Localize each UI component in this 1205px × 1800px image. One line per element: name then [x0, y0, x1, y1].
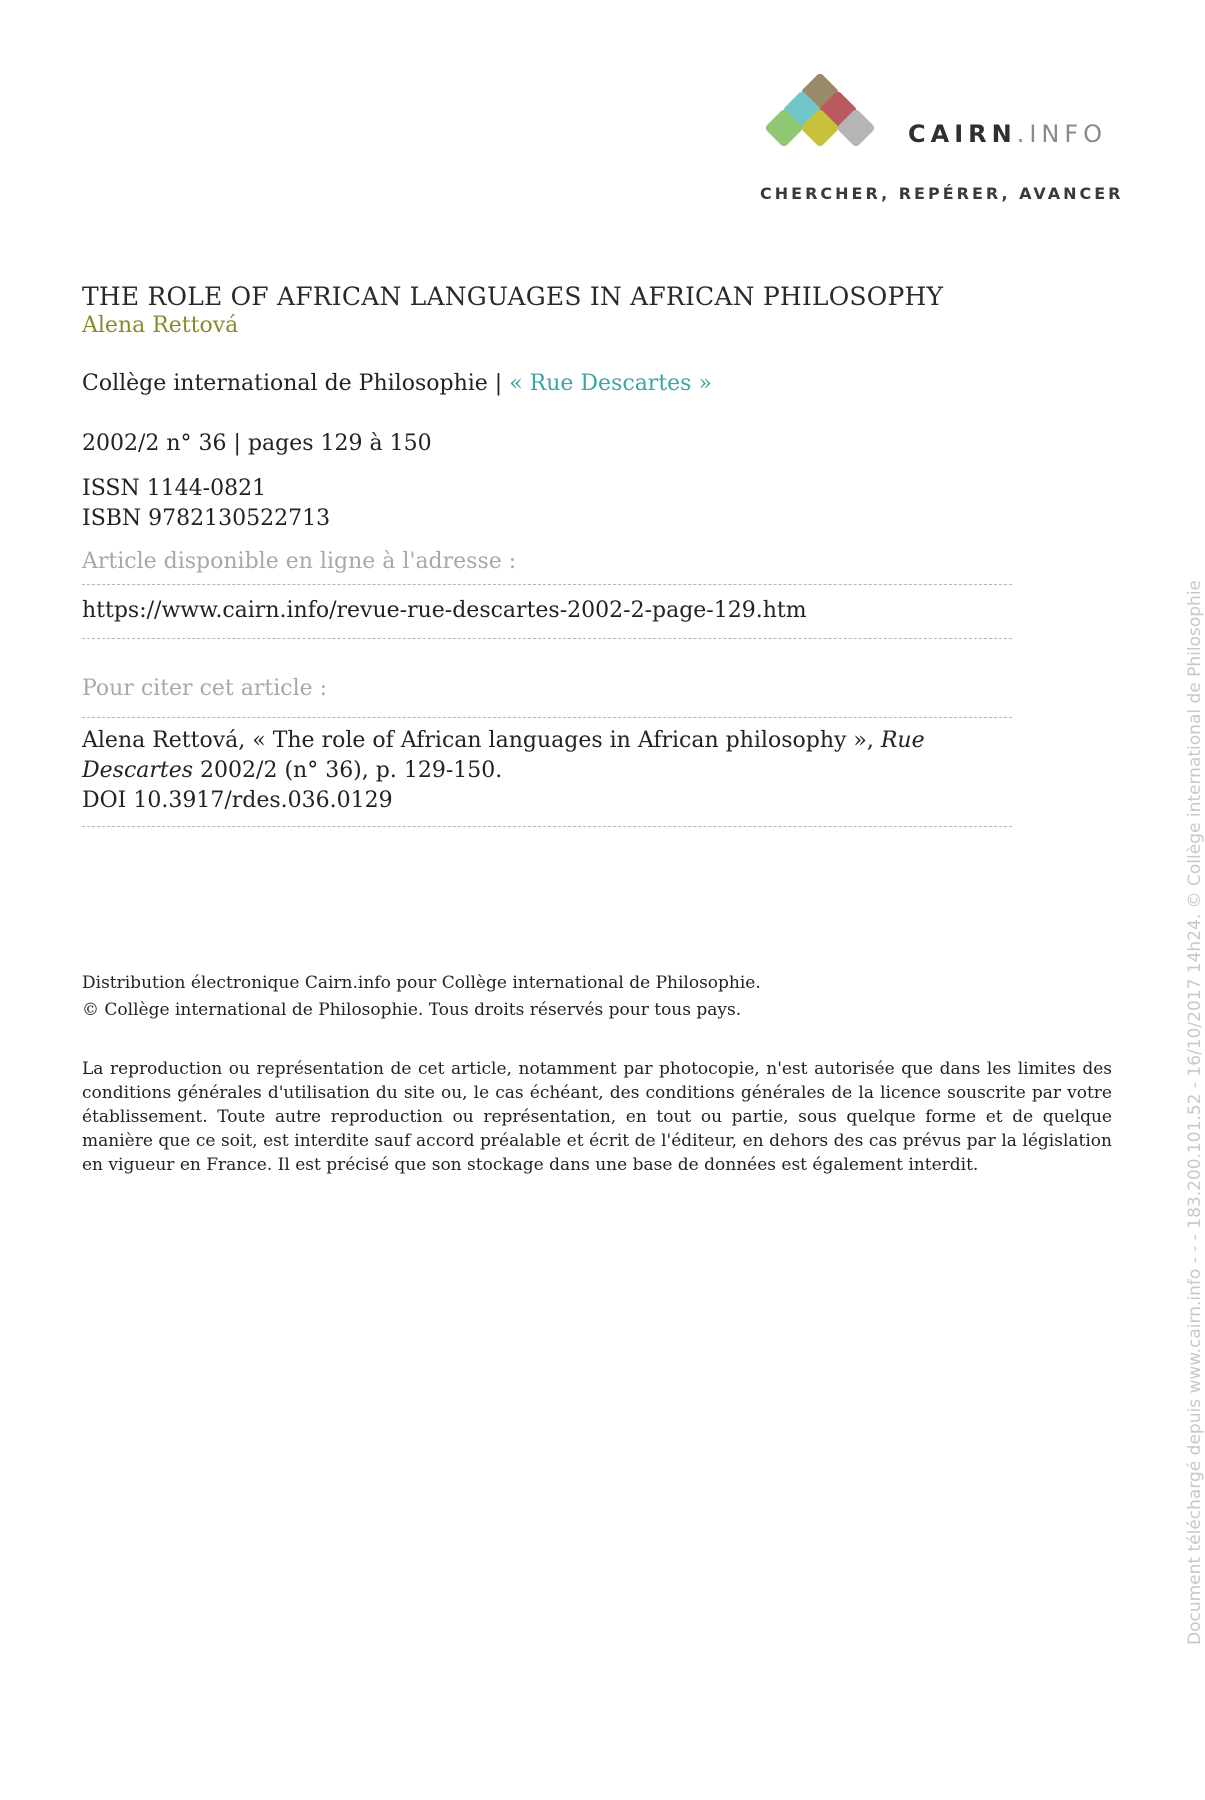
citation-text: [82, 718, 1012, 826]
publisher-line: [82, 370, 1012, 398]
publisher-separator: |: [494, 371, 503, 396]
cairn-logo-icon: [760, 72, 890, 162]
citation-main: Alena Rettová, « The role of African languages in African philosophy »,: [82, 728, 881, 753]
citation-issue: 2002/2 (n° 36), p. 129-150.: [193, 758, 503, 783]
logo-tagline: CHERCHER, REPÉRER, AVANCER: [760, 184, 1124, 203]
isbn: ISBN 9782130522713: [82, 506, 331, 531]
copyright-text: © Collège international de Philosophie. Tous droits réservés pour tous pays.: [82, 1000, 742, 1020]
article-title: THE ROLE OF AFRICAN LANGUAGES IN AFRICAN PHILOSOPHY: [82, 282, 944, 311]
distribution-text: Distribution électronique Cairn.info pour Collège international de Philosophie.: [82, 973, 761, 993]
article-author[interactable]: Alena Rettová: [82, 313, 239, 338]
identifiers: [82, 474, 1012, 534]
logo-word-info: .INFO: [1016, 120, 1108, 148]
logo-wordmark: [908, 120, 1107, 148]
article-url[interactable]: https://www.cairn.info/revue-rue-descartes-2002-2-page-129.htm: [82, 598, 807, 623]
online-label: Article disponible en ligne à l'adresse :: [82, 549, 517, 574]
journal-link[interactable]: « Rue Descartes »: [509, 371, 712, 396]
download-watermark: Document téléchargé depuis www.cairn.info - - - 183.200.101.52 - 16/10/2017 14h24. © Collège international de Philosophie: [1185, 579, 1205, 1645]
article-info: [82, 282, 1012, 827]
publisher-name[interactable]: Collège international de Philosophie: [82, 371, 488, 396]
cairn-logo[interactable]: [760, 72, 1130, 212]
legal-notice: La reproduction ou représentation de cet article, notamment par photocopie, n'est autorisée que dans les limites des conditions générales d'utilisation du site ou, le cas échéant, des conditions générales de la licence souscrite par votre établissement. Toute autre reproduction ou représentation, en tout ou partie, sous quelque forme et de quelque manière que ce soit, est interdite sauf accord préalable et écrit de l'éditeur, en dehors des cas prévus par la législation en vigueur en France. Il est précisé que son stockage dans une base de données est également interdit.: [82, 1059, 1112, 1175]
divider: [82, 826, 1012, 827]
cite-label: Pour citer cet article :: [82, 676, 328, 701]
issn: ISSN 1144-0821: [82, 476, 267, 501]
distribution-notice: [82, 970, 1112, 1024]
logo-word-cairn: CAIRN: [908, 120, 1017, 148]
divider: [82, 638, 1012, 639]
issue-info: 2002/2 n° 36 | pages 129 à 150: [82, 431, 432, 456]
citation-doi[interactable]: DOI 10.3917/rdes.036.0129: [82, 788, 393, 813]
citation-journal: Rue Descartes: [82, 728, 925, 783]
